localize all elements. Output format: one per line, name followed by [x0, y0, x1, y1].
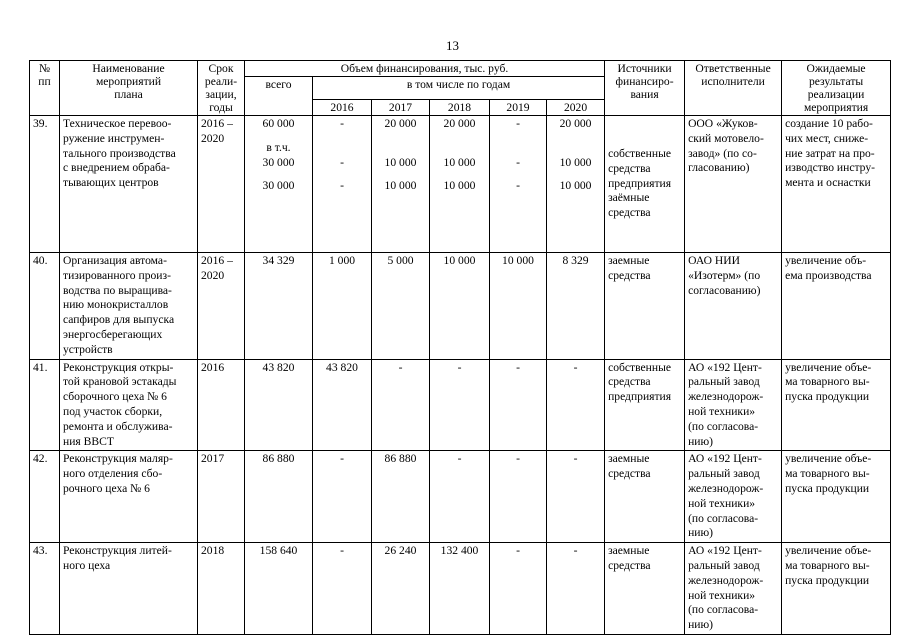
row-y2016: -: [313, 451, 372, 543]
row-sources: заемные средства: [605, 543, 685, 635]
row-num: 41.: [30, 359, 60, 451]
row-sources: собственные средства предприятия заёмные средства: [605, 116, 685, 253]
total-including: в т.ч.: [266, 140, 291, 154]
row-y2017: [372, 116, 430, 253]
row-sources: заемные средства: [605, 253, 685, 360]
row-y2020: -: [547, 359, 605, 451]
row-results: увеличение объ- ема производства: [782, 253, 891, 360]
year-value: 10 000: [384, 179, 417, 193]
total-value: 30 000: [262, 155, 295, 169]
header-responsible: Ответственные исполнители: [685, 61, 782, 116]
row-responsible: ОАО НИИ «Изотерм» (по согласованию): [685, 253, 782, 360]
row-responsible: ООО «Жуков- ский мотовело- завод» (по со- гласованию): [685, 116, 782, 253]
row-results: увеличение объе- ма товарного вы- пуска продукции: [782, 543, 891, 635]
row-total: [245, 116, 313, 253]
row-y2016: -: [313, 543, 372, 635]
row-y2016: 43 820: [313, 359, 372, 451]
row-name: Реконструкция откры- той крановой эстакады сборочного цеха № 6 под участок сборки, ремонта и обслужива- ния ВВСТ: [60, 359, 198, 451]
row-term: 2016: [198, 359, 245, 451]
row-y2018: -: [430, 359, 490, 451]
row-term: 2017: [198, 451, 245, 543]
year-value: 10 000: [443, 179, 476, 193]
row-num: 40.: [30, 253, 60, 360]
row-name: Техническое перевоо- ружение инструмен- тального производства с внедрением обраба- тывающих центров: [60, 116, 198, 253]
year-value: 10 000: [384, 155, 417, 169]
header-year-2019: 2019: [490, 100, 547, 116]
row-y2017: -: [372, 359, 430, 451]
row-y2020: 8 329: [547, 253, 605, 360]
table-row: [30, 116, 891, 253]
table-row: [30, 253, 891, 360]
row-results: создание 10 рабо- чих мест, сниже- ние затрат на про- изводство инстру- мента и оснастки: [782, 116, 891, 253]
total-value: 30 000: [262, 179, 295, 193]
row-y2019: -: [490, 451, 547, 543]
row-y2020: [547, 116, 605, 253]
row-responsible: АО «192 Цент- ральный завод железнодорож- ной техники» (по согласова- нию): [685, 451, 782, 543]
header-year-2017: 2017: [372, 100, 430, 116]
year-value: 20 000: [559, 117, 592, 130]
year-value: -: [340, 179, 344, 193]
header-sources: Источники финансиро- вания: [605, 61, 685, 116]
year-value: -: [340, 117, 344, 130]
header-num: № пп: [30, 61, 60, 116]
year-value: 10 000: [559, 179, 592, 193]
row-sources: собственные средства предприятия: [605, 359, 685, 451]
year-value: 20 000: [384, 117, 417, 130]
row-y2018: -: [430, 451, 490, 543]
table-row: [30, 543, 891, 635]
row-y2018: [430, 116, 490, 253]
row-results: увеличение объе- ма товарного вы- пуска продукции: [782, 451, 891, 543]
row-term: 2018: [198, 543, 245, 635]
row-total: 86 880: [245, 451, 313, 543]
financing-table: [29, 60, 891, 635]
year-value: 10 000: [443, 155, 476, 169]
row-y2018: 132 400: [430, 543, 490, 635]
header-year-2016: 2016: [313, 100, 372, 116]
year-value: -: [340, 155, 344, 169]
header-year-2020: 2020: [547, 100, 605, 116]
header-total: всего: [245, 77, 313, 116]
row-y2019: 10 000: [490, 253, 547, 360]
row-y2017: 5 000: [372, 253, 430, 360]
row-results: увеличение объе- ма товарного вы- пуска продукции: [782, 359, 891, 451]
row-num: 39.: [30, 116, 60, 253]
row-responsible: АО «192 Цент- ральный завод железнодорож- ной техники» (по согласова- нию): [685, 359, 782, 451]
header-term: Срок реали- зации, годы: [198, 61, 245, 116]
year-value: -: [516, 179, 520, 193]
row-y2017: 26 240: [372, 543, 430, 635]
row-num: 43.: [30, 543, 60, 635]
header-name: Наименование мероприятий плана: [60, 61, 198, 116]
row-y2019: -: [490, 359, 547, 451]
row-y2016: [313, 116, 372, 253]
row-total: 43 820: [245, 359, 313, 451]
header-results: Ожидаемые результаты реализации мероприятия: [782, 61, 891, 116]
row-y2019: [490, 116, 547, 253]
row-term: 2016 – 2020: [198, 116, 245, 253]
row-y2020: -: [547, 451, 605, 543]
row-total: 158 640: [245, 543, 313, 635]
row-y2018: 10 000: [430, 253, 490, 360]
year-value: -: [516, 117, 520, 130]
page-number: 13: [446, 38, 459, 53]
row-y2020: -: [547, 543, 605, 635]
table-row: [30, 451, 891, 543]
header-row-1: [30, 61, 891, 77]
row-name: Реконструкция маляр- ного отделения сбо- рочного цеха № 6: [60, 451, 198, 543]
row-y2017: 86 880: [372, 451, 430, 543]
year-value: 10 000: [559, 155, 592, 169]
table-row: [30, 359, 891, 451]
row-responsible: АО «192 Цент- ральный завод железнодорож- ной техники» (по согласова- нию): [685, 543, 782, 635]
row-y2016: 1 000: [313, 253, 372, 360]
header-volume: Объем финансирования, тыс. руб.: [245, 61, 605, 77]
header-year-2018: 2018: [430, 100, 490, 116]
row-y2019: -: [490, 543, 547, 635]
year-value: 20 000: [443, 117, 476, 130]
row-name: Реконструкция литей- ного цеха: [60, 543, 198, 635]
year-value: -: [516, 155, 520, 169]
row-total: 34 329: [245, 253, 313, 360]
row-name: Организация автома- тизированного произ- водства по выращива- нию монокристаллов сапфиров для выпуска энергосберегающих устройств: [60, 253, 198, 360]
header-by-years: в том числе по годам: [313, 77, 605, 100]
row-term: 2016 – 2020: [198, 253, 245, 360]
row-num: 42.: [30, 451, 60, 543]
row-sources: заемные средства: [605, 451, 685, 543]
total-value: 60 000: [262, 117, 295, 130]
